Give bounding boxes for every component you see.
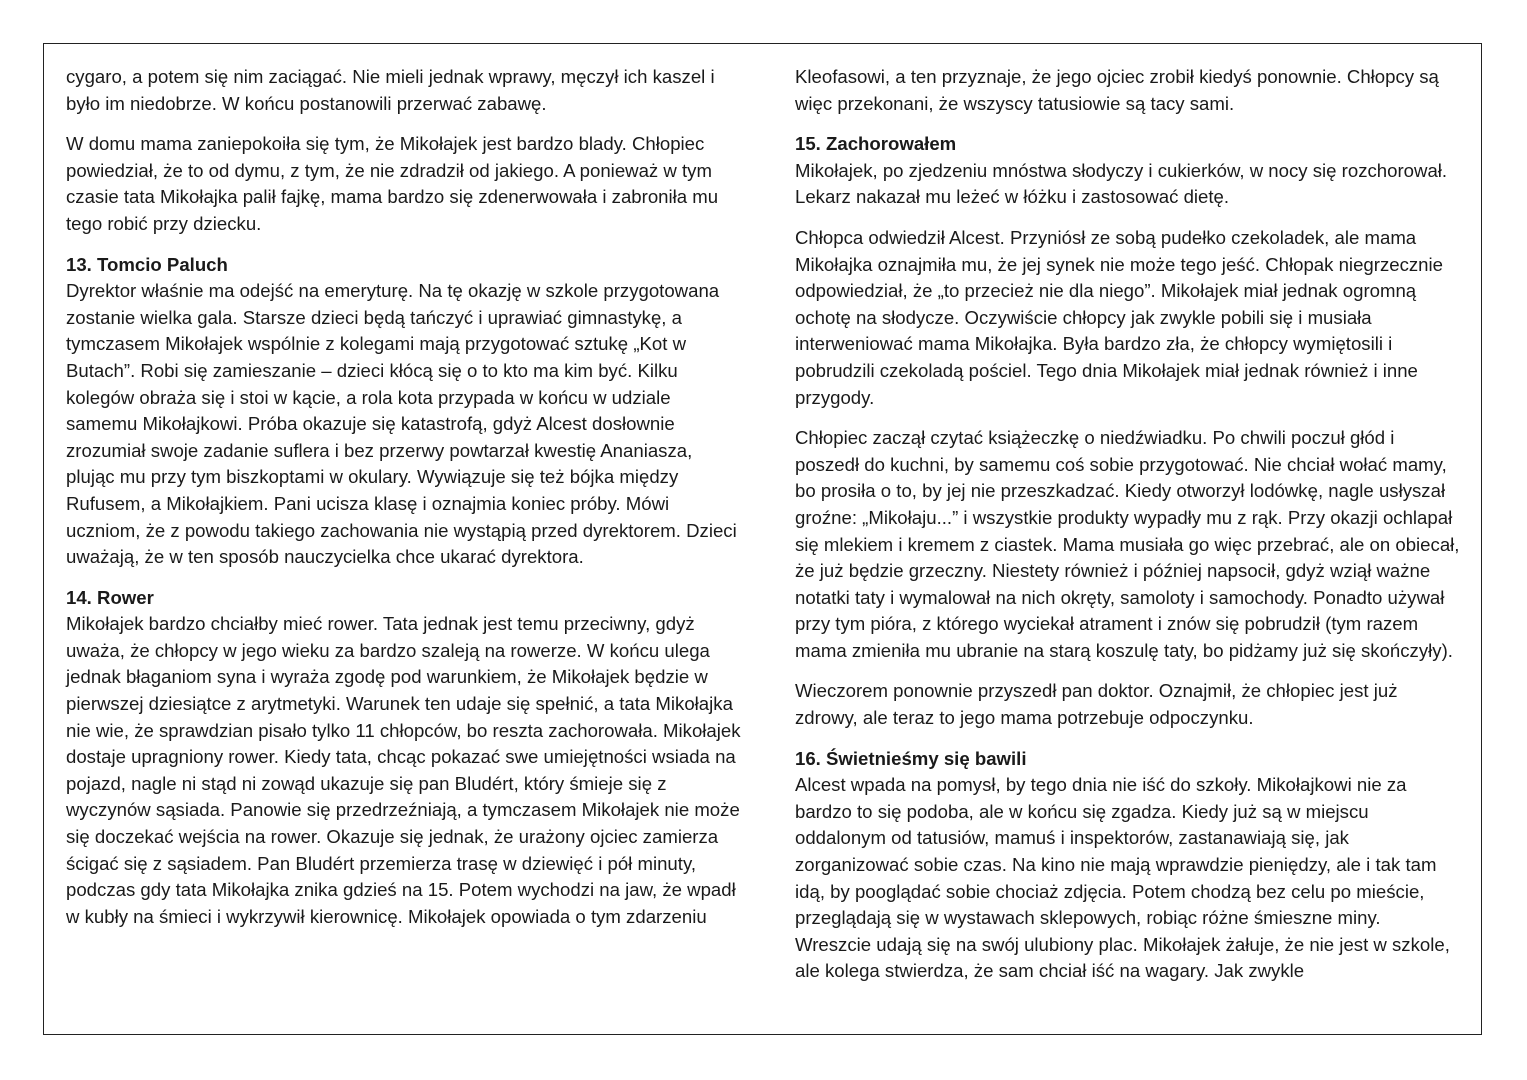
section-15-paragraph-2: Chłopca odwiedził Alcest. Przyniósł ze sobą pudełko czekoladek, ale mama Mikołajka oznajmiła mu, że jej synek nie może tego jeść. Chłopak niegrzecznie odpowiedział, że „to przecież nie dla niego”. Mikołajek miał jednak ogromną ochotę na słodycze. Oczywiście chłopcy jak zwykle pobili się i musiała interweniować mama Mikołajka. Była bardzo zła, że chłopcy wymiętosili i pobrudzili czekoladą pościel. Tego dnia Mikołajek miał jednak również i inne przygody. [795,226,1443,408]
section-14-heading: 14. Rower [66,586,154,608]
section-15-heading: 15. Zachorowałem [795,133,957,155]
section-13 [66,252,746,571]
left-column [66,64,746,944]
paragraph-right-intro: Kleofasowi, a ten przyznaje, że jego ojciec zrobił kiedyś ponownie. Chłopcy są więc przekonani, że wszyscy tatusiowie są tacy sami. [795,66,1439,114]
paragraph-intro-2: W domu mama zaniepokoiła się tym, że Mikołajek jest bardzo blady. Chłopiec powiedział, że to od dymu, z tym, że nie zdradził od jakiego. A ponieważ w tym czasie tata Mikołajka palił fajkę, mama bardzo się zdenerwowała i zabroniła mu tego robić przy dziecku. [66,133,719,234]
section-13-text: Dyrektor właśnie ma odejść na emeryturę. Na tę okazję w szkole przygotowana zostanie wielka gala. Starsze dzieci będą tańczyć i uprawiać gimnastykę, a tymczasem Mikołajek wspólnie z kolegami mają przygotować sztukę „Kot w Butach”. Robi się zamieszanie – dzieci kłócą się o to kto ma kim być. Kilku kolegów obraża się i stoi w kącie, a rola kota przypada w końcu w udziale samemu Mikołajkowi. Próba okazuje się katastrofą, gdyż Alcest dosłownie zrozumiał swoje zadanie suflera i bez przerwy powtarzał kwestię Ananiasza, plując mu przy tym biszkoptami w okulary. Wywiązuje się też bójka między Rufusem, a Mikołajkiem. Pani ucisza klasę i oznajmia koniec próby. Mówi uczniom, że z powodu takiego zachowania nie wystąpią przed dyrektorem. Dzieci uważają, że w ten sposób nauczycielka chce ukarać dyrektora. [66,280,737,568]
section-15 [795,131,1460,731]
right-column [795,64,1460,999]
section-14 [66,585,746,931]
section-14-text: Mikołajek bardzo chciałby mieć rower. Tata jednak jest temu przeciwny, gdyż uważa, że chłopcy w jego wieku za bardzo szaleją na rowerze. W końcu ulega jednak błaganiom syna i wyraża zgodę pod warunkiem, że Mikołajek będzie w pierwszej dziesiątce z arytmetyki. Warunek ten udaje się spełnić, a tata Mikołajka nie wie, że sprawdzian pisało tylko 11 chłopców, bo reszta zachorowała. Mikołajek dostaje upragniony rower. Kiedy tata, chcąc pokazać swe umiejętności wsiada na pojazd, nagle ni stąd ni zowąd ukazuje się pan Bludért, który śmieje się z wyczynów sąsiada. Panowie się przedrzeźniają, a tymczasem Mikołajek nie może się doczekać wejścia na rower. Okazuje się jednak, że urażony ojciec zamierza ścigać się z sąsiadem. Pan Bludért przemierza trasę w dziewięć i pół minuty, podczas gdy tata Mikołajka znika gdzieś na 15. Potem wychodzi na jaw, że wpadł w kubły na śmieci i wykrzywił kierownicę. Mikołajek opowiada o tym zdarzeniu [66,613,741,927]
section-16 [795,746,1460,985]
paragraph-intro-1: cygaro, a potem się nim zaciągać. Nie mieli jednak wprawy, męczył ich kaszel i było im niedobrze. W końcu postanowili przerwać zabawę. [66,66,715,114]
section-15-paragraph-4: Wieczorem ponownie przyszedł pan doktor. Oznajmił, że chłopiec jest już zdrowy, ale teraz to jego mama potrzebuje odpoczynku. [795,680,1398,729]
section-16-text: Alcest wpada na pomysł, by tego dnia nie iść do szkoły. Mikołajkowi nie za bardzo to się podoba, ale w końcu się zgadza. Kiedy już są w miejscu oddalonym od tatusiów, mamuś i inspektorów, zastanawiają się, jak zorganizować sobie czas. Na kino nie mają wprawdzie pieniędzy, ale i tak tam idą, by pooglądać sobie chociaż zdjęcia. Potem chodzą bez celu po mieście, przeglądają się w wystawach sklepowych, robiąc różne śmieszne miny. Wreszcie udają się na swój ulubiony plac. Mikołajek żałuje, że nie jest w szkole, ale kolega stwierdza, że sam chciał iść na wagary. Jak zwykle [795,774,1450,982]
section-15-paragraph-1: Mikołajek, po zjedzeniu mnóstwa słodyczy i cukierków, w nocy się rozchorował. Lekarz nakazał mu leżeć w łóżku i zastosować dietę. [795,159,1448,208]
section-16-heading: 16. Świetnieśmy się bawili [795,747,1027,769]
section-13-heading: 13. Tomcio Paluch [66,253,228,275]
section-15-paragraph-3: Chłopiec zaczął czytać książeczkę o niedźwiadku. Po chwili poczuł głód i poszedł do kuchni, by samemu coś sobie przygotować. Nie chciał wołać mamy, bo prosiła o to, by jej nie przeszkadzać. Kiedy otworzył lodówkę, nagle usłyszał groźne: „Mikołaju...” i wszystkie produkty wypadły mu z rąk. Przy okazji ochlapał się mlekiem i kremem z ciastek. Mama musiała go więc przebrać, ale on obiecał, że już będzie grzeczny. Niestety również i później napsocił, gdyż wziął ważne notatki taty i wymalował na nich okręty, samoloty i samochody. Ponadto używał przy tym pióra, z którego wyciekał atrament i znów się pobrudził (tym razem mama zmieniła mu ubranie na starą koszulę taty, bo pidżamy już się skończyły). [795,427,1460,661]
page-frame [43,43,1482,1035]
